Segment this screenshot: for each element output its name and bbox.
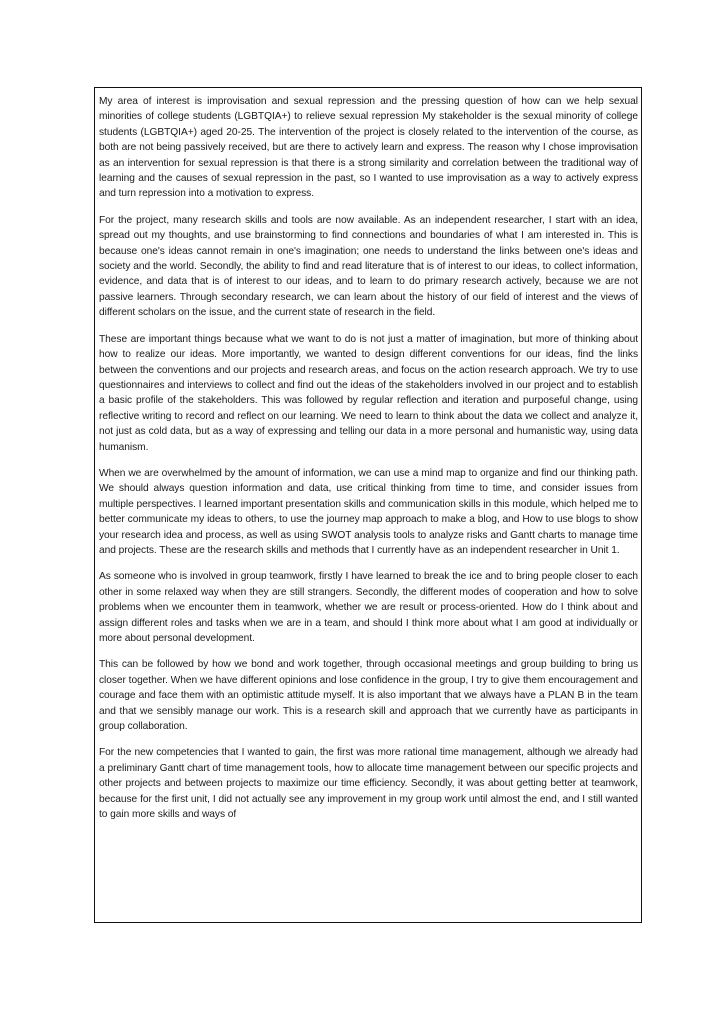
text-frame [94, 87, 642, 923]
paragraph-2: For the project, many research skills and tools are now available. As an independent researcher, I start with an idea, spread out my thoughts, and use brainstorming to find connections and boundaries of what I am interested in. This is because one's ideas cannot remain in one's imagination; one needs to understand the links between one's ideas and society and the world. Secondly, the ability to find and read literature that is of interest to our ideas, to collect information, evidence, and data that is of interest to our ideas, and to learn to do primary research actively, because we are not passive learners. Through secondary research, we can learn about the history of our field of interest and the views of different scholars on the issue, and the current state of research in the field. [99, 214, 638, 319]
paragraph-7: For the new competencies that I wanted to gain, the first was more rational time management, although we already had a preliminary Gantt chart of time management tools, how to allocate time management between our specific projects and other projects and between projects to maximize our time efficiency. Secondly, it was about getting better at teamwork, because for the first unit, I did not actually see any improvement in my group work until almost the end, and I still wanted to gain more skills and ways of [99, 747, 638, 821]
paragraph-3: These are important things because what we want to do is not just a matter of imagination, but more of thinking about how to realize our ideas. More importantly, we wanted to design different conventions for our ideas, find the links between the conventions and our projects and research areas, and focus on the action research approach. We try to use questionnaires and interviews to collect and find out the ideas of the stakeholders involved in our project and to establish a basic profile of the stakeholders. This was followed by regular reflection and iteration and purposeful change, using reflective writing to record and reflect on our learning. We need to learn to think about the data we collect and analyze it, not just as cold data, but as a way of expressing and telling our data in a more personal and humanistic way, using data humanism. [99, 333, 638, 453]
paragraph-5: As someone who is involved in group teamwork, firstly I have learned to break the ice and to bring people closer to each other in some relaxed way when they are still strangers. Secondly, the different modes of cooperation and how to solve problems when we encounter them in teamwork, whether we are result or process-oriented. How do I think about and assign different roles and tasks when we are in a team, and should I think more about what I am good at individually or more about personal development. [99, 571, 638, 644]
paragraph-1: My area of interest is improvisation and sexual repression and the pressing question of how can we help sexual minorities of college students (LGBTQIA+) to relieve sexual repression My stakeholder is the sexual minority of college students (LGBTQIA+) aged 20-25. The intervention of the project is closely related to the intervention of the course, as both are not being passively received, but are there to actively learn and express. The reason why I chose improvisation as an intervention for sexual repression is that there is a strong similarity and correlation between the traditional way of learning and the causes of sexual repression in the past, so I wanted to use improvisation as a way to actively express and turn repression into a motivation to express. [99, 96, 638, 200]
paragraph-4: When we are overwhelmed by the amount of information, we can use a mind map to organize and find our thinking path. We should always question information and data, use critical thinking from time to time, and consider issues from multiple perspectives. I learned important presentation skills and communication skills in this module, which helped me to better communicate my ideas to others, to use the journey map approach to make a blog, and How to use blogs to show your research idea and process, as well as using SWOT analysis tools to analyze risks and Gantt charts to manage time and projects. These are the research skills and methods that I currently have as an independent researcher in Unit 1. [99, 467, 638, 556]
paragraph-6: This can be followed by how we bond and work together, through occasional meetings and group building to bring us closer together. When we have different opinions and lose confidence in the group, I try to give them encouragement and courage and face them with an optimistic attitude myself. It is also important that we always have a PLAN B in the team and that we sensibly manage our work. This is a research skill and approach that we currently have as participants in group collaboration. [99, 659, 638, 733]
